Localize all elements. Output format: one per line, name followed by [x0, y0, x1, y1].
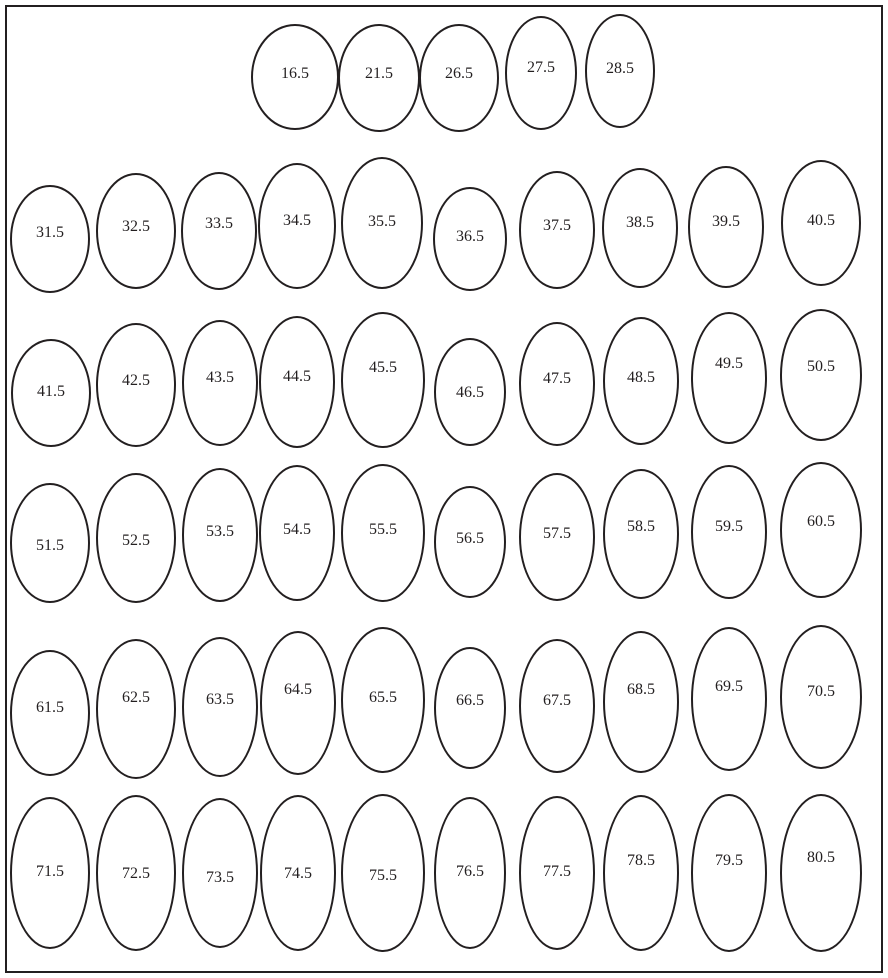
ellipse-shape	[780, 309, 862, 441]
shape-label: 36.5	[456, 228, 484, 245]
shape-label: 62.5	[122, 689, 150, 706]
shape-label: 41.5	[37, 383, 65, 400]
shape-label: 45.5	[369, 359, 397, 376]
ellipse-shape	[780, 462, 862, 598]
shape-label: 78.5	[627, 852, 655, 869]
shape-label: 57.5	[543, 525, 571, 542]
shape-label: 55.5	[369, 521, 397, 538]
ellipse-shape	[603, 631, 679, 773]
ellipse-shape	[691, 312, 767, 444]
shape-label: 63.5	[206, 691, 234, 708]
shape-label: 31.5	[36, 224, 64, 241]
shape-label: 28.5	[606, 60, 634, 77]
ellipse-shape	[341, 312, 425, 448]
shape-label: 27.5	[527, 59, 555, 76]
shape-label: 48.5	[627, 369, 655, 386]
shape-label: 32.5	[122, 218, 150, 235]
shape-label: 73.5	[206, 869, 234, 886]
shape-label: 39.5	[712, 213, 740, 230]
shape-label: 71.5	[36, 863, 64, 880]
shape-label: 67.5	[543, 692, 571, 709]
shape-label: 61.5	[36, 699, 64, 716]
shape-label: 16.5	[281, 65, 309, 82]
shape-label: 76.5	[456, 863, 484, 880]
shape-label: 40.5	[807, 212, 835, 229]
shape-label: 51.5	[36, 537, 64, 554]
shape-label: 42.5	[122, 372, 150, 389]
shape-label: 35.5	[368, 213, 396, 230]
shape-label: 64.5	[284, 681, 312, 698]
shape-label: 65.5	[369, 689, 397, 706]
ellipse-shape	[603, 795, 679, 951]
shape-label: 79.5	[715, 852, 743, 869]
ellipse-shape	[96, 639, 176, 779]
shape-label: 54.5	[283, 521, 311, 538]
shape-label: 47.5	[543, 370, 571, 387]
shape-label: 70.5	[807, 683, 835, 700]
shape-label: 33.5	[205, 215, 233, 232]
shape-label: 56.5	[456, 530, 484, 547]
ellipse-shape	[780, 794, 862, 952]
shape-label: 53.5	[206, 523, 234, 540]
shape-label: 52.5	[122, 532, 150, 549]
shape-label: 50.5	[807, 358, 835, 375]
shape-label: 75.5	[369, 867, 397, 884]
shape-label: 72.5	[122, 865, 150, 882]
ellipse-shape	[691, 794, 767, 952]
shape-label: 69.5	[715, 678, 743, 695]
ellipse-shape	[260, 631, 336, 775]
shape-label: 37.5	[543, 217, 571, 234]
shape-label: 34.5	[283, 212, 311, 229]
shape-label: 80.5	[807, 849, 835, 866]
shape-label: 21.5	[365, 65, 393, 82]
shape-label: 38.5	[626, 214, 654, 231]
shape-label: 59.5	[715, 518, 743, 535]
shape-label: 60.5	[807, 513, 835, 530]
shape-label: 74.5	[284, 865, 312, 882]
shape-label: 46.5	[456, 384, 484, 401]
shape-label: 44.5	[283, 368, 311, 385]
shape-label: 77.5	[543, 863, 571, 880]
shape-label: 26.5	[445, 65, 473, 82]
ellipse-shape	[691, 627, 767, 771]
shape-label: 66.5	[456, 692, 484, 709]
shape-label: 58.5	[627, 518, 655, 535]
shape-label: 49.5	[715, 355, 743, 372]
shape-label: 68.5	[627, 681, 655, 698]
shape-label: 43.5	[206, 369, 234, 386]
